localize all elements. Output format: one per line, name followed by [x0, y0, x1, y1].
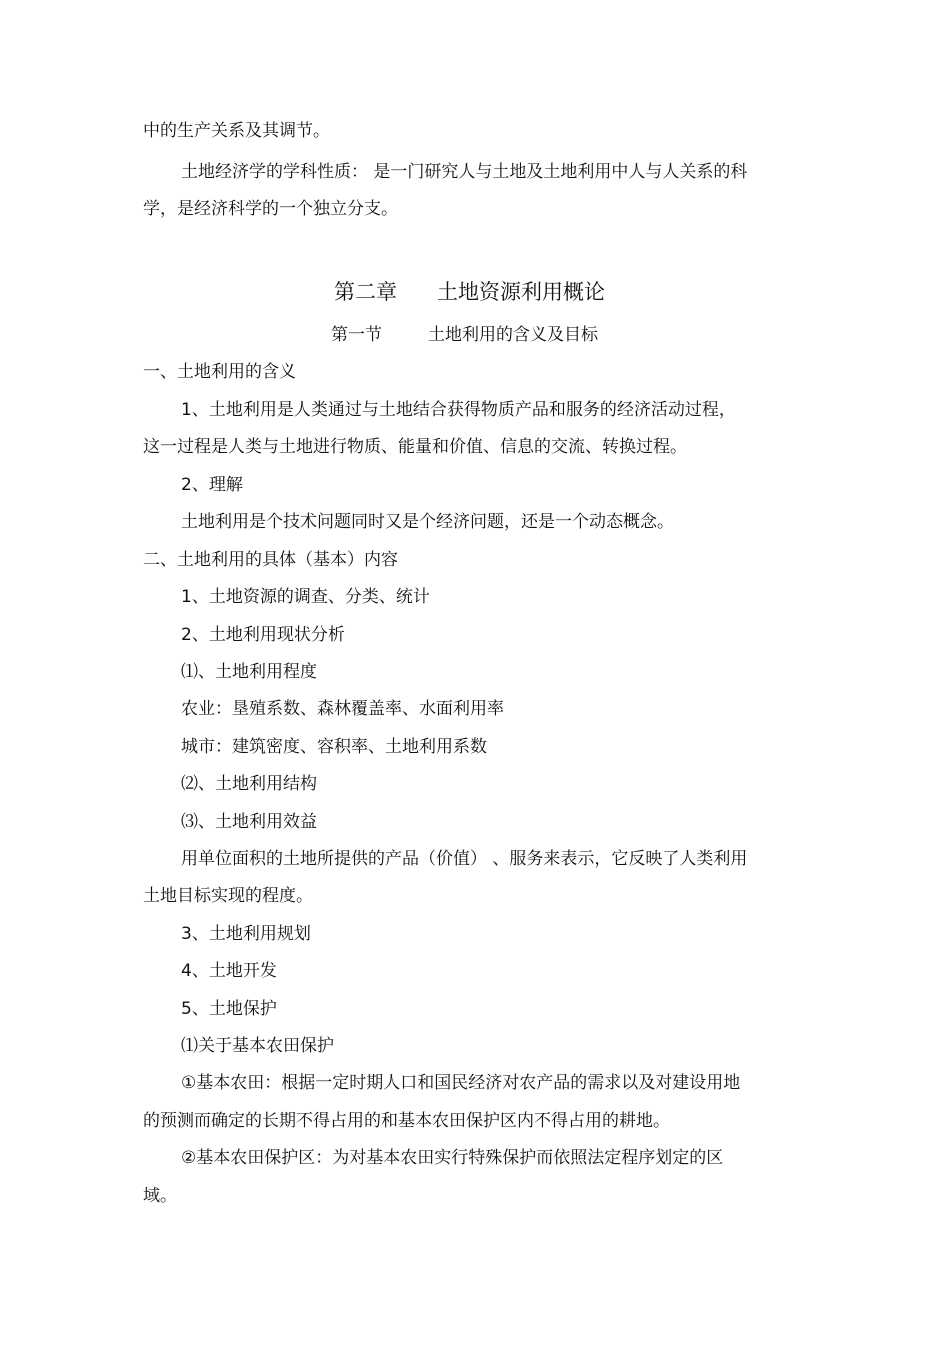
chapter-title: 土地资源利用概论 — [437, 280, 605, 304]
chapter-number: 第二章 — [334, 280, 397, 304]
protection-zone-line-1: ②基本农田保护区：为对基本农田实行特殊保护而依照法定程序划定的区 — [181, 1148, 724, 1168]
list-item-2b: ⑵、土地利用结构 — [181, 774, 317, 794]
efficiency-line-1: 用单位面积的土地所提供的产品（价值） 、服务来表示，它反映了人类利用 — [181, 849, 748, 869]
basic-farmland-line-1: ①基本农田：根据一定时期人口和国民经济对农产品的需求以及对建设用地 — [181, 1073, 741, 1093]
efficiency-line-2: 土地目标实现的程度。 — [143, 886, 313, 906]
heading-1: 一、土地利用的含义 — [143, 362, 296, 382]
heading-2: 二、土地利用的具体（基本）内容 — [143, 550, 398, 570]
paragraph-1-line-2: 这一过程是人类与土地进行物质、能量和价值、信息的交流、转换过程。 — [143, 437, 687, 457]
agriculture-line: 农业：垦殖系数、森林覆盖率、水面利用率 — [181, 699, 504, 719]
list-item-5: 5、土地保护 — [181, 999, 277, 1019]
list-item-4: 4、土地开发 — [181, 961, 277, 981]
item-understanding: 2、理解 — [181, 475, 243, 495]
basic-farmland-line-2: 的预测而确定的长期不得占用的和基本农田保护区内不得占用的耕地。 — [143, 1111, 670, 1131]
city-line: 城市：建筑密度、容积率、土地利用系数 — [181, 737, 487, 757]
list-item-3: 3、土地利用规划 — [181, 924, 311, 944]
intro-line-3: 学，是经济科学的一个独立分支。 — [143, 199, 398, 219]
intro-line-1: 中的生产关系及其调节。 — [143, 121, 330, 141]
list-item-2: 2、土地利用现状分析 — [181, 625, 345, 645]
list-item-2a: ⑴、土地利用程度 — [181, 662, 317, 682]
intro-line-2: 土地经济学的学科性质： 是一门研究人与土地及土地利用中人与人关系的科 — [181, 162, 748, 182]
list-item-2c: ⑶、土地利用效益 — [181, 812, 317, 832]
protection-zone-line-2: 域。 — [143, 1186, 177, 1206]
paragraph-understanding: 土地利用是个技术问题同时又是个经济问题，还是一个动态概念。 — [181, 512, 674, 532]
section-number: 第一节 — [331, 325, 382, 345]
section-title: 土地利用的含义及目标 — [428, 325, 598, 345]
list-item-5a: ⑴关于基本农田保护 — [181, 1036, 334, 1056]
paragraph-1-line-1: 1、土地利用是人类通过与土地结合获得物质产品和服务的经济活动过程， — [181, 400, 736, 420]
list-item-1: 1、土地资源的调查、分类、统计 — [181, 587, 430, 607]
